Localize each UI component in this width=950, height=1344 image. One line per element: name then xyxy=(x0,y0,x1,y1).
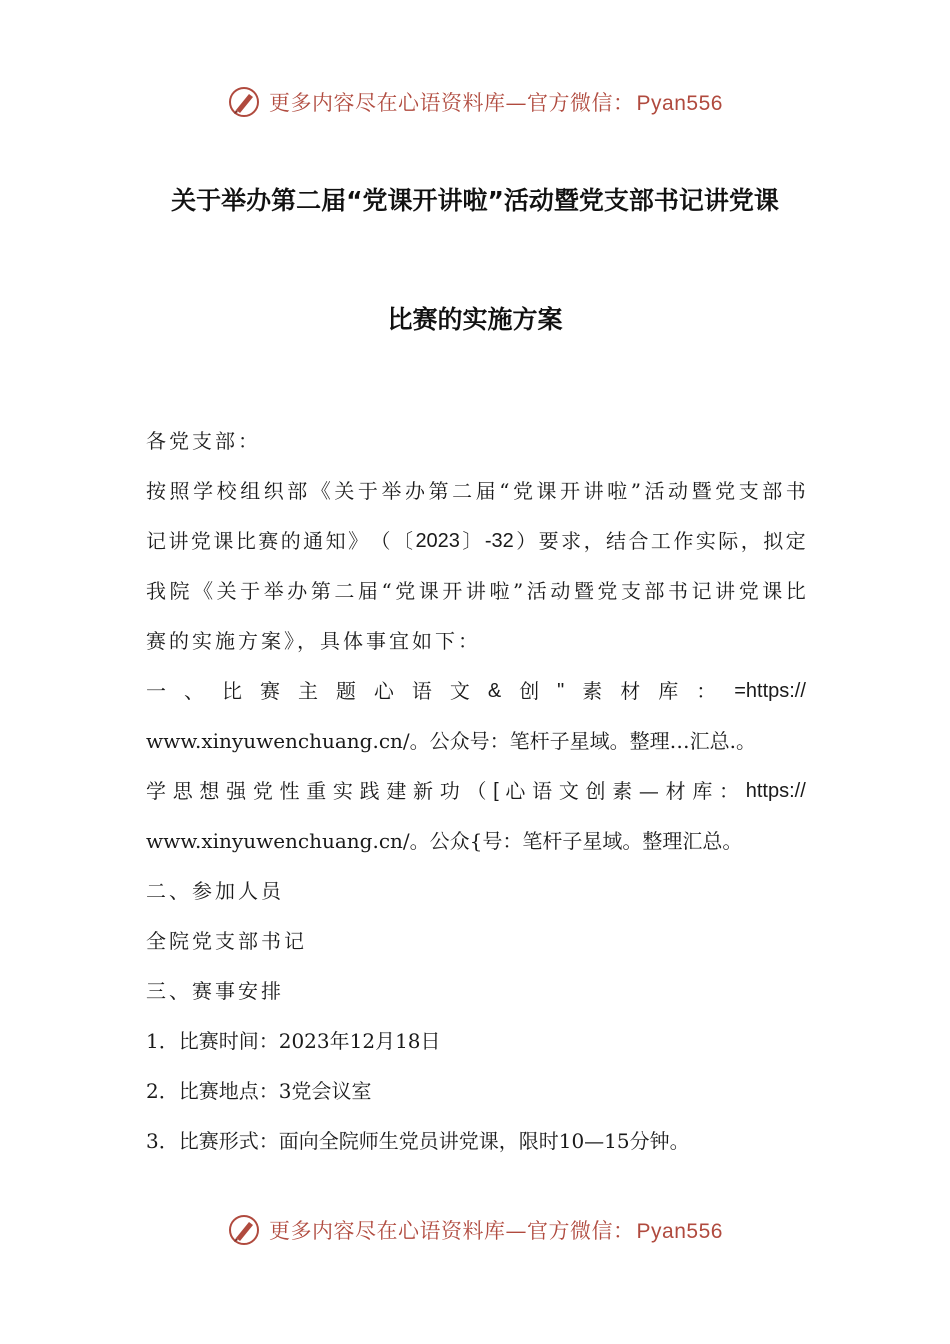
glyph: 党 xyxy=(252,779,273,803)
section2-heading: 二、参加人员 xyxy=(146,879,284,903)
glyph: 《 xyxy=(193,579,214,603)
glyph: 按 xyxy=(146,479,166,503)
section1-line-3 xyxy=(146,766,806,816)
glyph: 库 xyxy=(692,779,713,803)
section1-line-4: www.xinyuwenchuang.cn/。公众{号：笔杆子星域。整理汇总。 xyxy=(146,829,743,853)
document-title-line-1: 关于举办第二届“党课开讲啦”活动暨党支部书记讲党课 xyxy=(171,186,779,215)
glyph: 党 xyxy=(597,579,618,603)
glyph: 素 xyxy=(612,779,633,803)
glyph: 啦 xyxy=(607,479,628,503)
section3-heading: 三、赛事安排 xyxy=(146,979,284,1003)
glyph: 记 xyxy=(146,529,166,553)
glyph: 重 xyxy=(306,779,327,803)
glyph: 关 xyxy=(216,579,237,603)
glyph: 实 xyxy=(695,529,716,553)
glyph: 题 xyxy=(335,679,356,703)
glyph: 开 xyxy=(442,579,463,603)
glyph: 办 xyxy=(287,579,308,603)
glyph: [ xyxy=(493,780,499,802)
glyph: — xyxy=(638,779,659,803)
watermark-text: 更多内容尽在心语资料库—官方微信：Pyan556 xyxy=(269,91,723,115)
glyph: 实 xyxy=(332,779,353,803)
intro-line-1 xyxy=(146,466,806,516)
glyph: 想 xyxy=(199,779,220,803)
section2-content: 全院党支部书记 xyxy=(146,929,307,953)
glyph: ， xyxy=(740,529,761,553)
glyph: 照 xyxy=(169,479,190,503)
glyph: 赛 xyxy=(258,529,279,553)
glyph: 创 xyxy=(585,779,606,803)
glyph: 啦 xyxy=(489,579,510,603)
glyph: ” xyxy=(512,579,524,603)
glyph: 届 xyxy=(475,479,496,503)
glyph: 心 xyxy=(505,779,526,803)
glyph: 》 xyxy=(348,529,369,553)
watermark-handle: Pyan556 xyxy=(636,92,723,115)
glyph: 院 xyxy=(169,579,190,603)
glyph: 关 xyxy=(334,479,355,503)
glyph: 记 xyxy=(691,579,712,603)
glyph: 党 xyxy=(395,579,416,603)
intro-line-4: 赛的实施方案》，具体事宜如下： xyxy=(146,629,481,653)
glyph: 党 xyxy=(715,479,736,503)
glyph: 于 xyxy=(240,579,261,603)
glyph: " xyxy=(557,680,565,702)
glyph: 暨 xyxy=(573,579,594,603)
glyph: 材 xyxy=(620,679,641,703)
glyph: 学 xyxy=(193,479,214,503)
glyph: 支 xyxy=(738,479,759,503)
glyph: ： xyxy=(696,679,717,703)
glyph: 讲 xyxy=(465,579,486,603)
glyph: 活 xyxy=(644,479,665,503)
schedule-item-3: 3．比赛形式：面向全院师生党员讲党课，限时10—15分钟。 xyxy=(146,1129,690,1153)
glyph: 性 xyxy=(279,779,300,803)
glyph: 〕 xyxy=(462,529,483,553)
glyph: 支 xyxy=(620,579,641,603)
glyph: 举 xyxy=(263,579,284,603)
footer-watermark xyxy=(0,1210,950,1250)
section1-line-1 xyxy=(146,666,806,716)
glyph: 部 xyxy=(762,479,783,503)
glyph: 开 xyxy=(560,479,581,503)
glyph: 创 xyxy=(519,679,540,703)
glyph: 际 xyxy=(718,529,739,553)
glyph: 学 xyxy=(146,779,166,803)
pen-logo-icon xyxy=(227,1213,261,1247)
glyph: ， xyxy=(583,529,604,553)
document-body xyxy=(146,416,806,1166)
glyph: 课 xyxy=(213,529,234,553)
document-title-line-2: 比赛的实施方案 xyxy=(387,305,563,334)
glyph: 课 xyxy=(536,479,557,503)
glyph: 的 xyxy=(280,529,301,553)
glyph: https:// xyxy=(745,780,806,802)
glyph: 素 xyxy=(582,679,603,703)
glyph: 赛 xyxy=(259,679,280,703)
glyph: 举 xyxy=(381,479,402,503)
glyph: ” xyxy=(630,479,641,503)
glyph: 求 xyxy=(561,529,582,553)
header-watermark xyxy=(0,82,950,122)
glyph: 定 xyxy=(785,529,806,553)
glyph: 动 xyxy=(550,579,571,603)
glyph: 思 xyxy=(172,779,193,803)
glyph: （ xyxy=(370,529,391,553)
glyph: 织 xyxy=(263,479,284,503)
glyph: 届 xyxy=(357,579,378,603)
schedule-item-1: 1．比赛时间：2023年12月18日 xyxy=(146,1029,441,1053)
glyph: 党 xyxy=(190,529,211,553)
glyph: 课 xyxy=(762,579,783,603)
glyph: 课 xyxy=(418,579,439,603)
glyph: 文 xyxy=(558,779,579,803)
glyph: 合 xyxy=(628,529,649,553)
glyph: 心 xyxy=(373,679,394,703)
glyph: ） xyxy=(516,529,537,553)
glyph: 部 xyxy=(644,579,665,603)
glyph: 主 xyxy=(297,679,318,703)
glyph: 第 xyxy=(428,479,449,503)
pen-logo-icon xyxy=(227,85,261,119)
glyph: 于 xyxy=(357,479,378,503)
glyph: 工 xyxy=(650,529,671,553)
watermark-handle: Pyan556 xyxy=(636,1220,723,1243)
glyph: 语 xyxy=(411,679,432,703)
glyph: & xyxy=(487,680,502,702)
glyph: 组 xyxy=(240,479,261,503)
glyph: 材 xyxy=(665,779,686,803)
glyph: 党 xyxy=(512,479,533,503)
glyph: （ xyxy=(466,779,487,803)
glyph: 暨 xyxy=(691,479,712,503)
glyph: 党 xyxy=(738,579,759,603)
glyph: 第 xyxy=(310,579,331,603)
glyph: 讲 xyxy=(715,579,736,603)
glyph: 讲 xyxy=(168,529,189,553)
glyph: 新 xyxy=(413,779,434,803)
glyph: ： xyxy=(719,779,740,803)
glyph: 书 xyxy=(785,479,806,503)
glyph: =https:// xyxy=(734,680,806,702)
glyph: 比 xyxy=(235,529,256,553)
glyph: 通 xyxy=(303,529,324,553)
glyph: “ xyxy=(381,579,392,603)
intro-line-2 xyxy=(146,516,806,566)
glyph: 活 xyxy=(526,579,547,603)
glyph: 、 xyxy=(183,679,204,703)
glyph: 比 xyxy=(785,579,806,603)
glyph: 功 xyxy=(439,779,460,803)
glyph: 拟 xyxy=(763,529,784,553)
intro-line-3 xyxy=(146,566,806,616)
glyph: 知 xyxy=(325,529,346,553)
glyph: 二 xyxy=(452,479,473,503)
glyph: 语 xyxy=(532,779,553,803)
glyph: 结 xyxy=(606,529,627,553)
glyph: 文 xyxy=(449,679,470,703)
glyph: 作 xyxy=(673,529,694,553)
glyph: 践 xyxy=(359,779,380,803)
glyph: 〔 xyxy=(392,529,413,553)
glyph: 一 xyxy=(146,679,166,703)
glyph: 我 xyxy=(146,579,166,603)
glyph: 部 xyxy=(287,479,308,503)
glyph: 办 xyxy=(405,479,426,503)
glyph: 比 xyxy=(221,679,242,703)
glyph: 讲 xyxy=(583,479,604,503)
glyph: 校 xyxy=(216,479,237,503)
watermark-text: 更多内容尽在心语资料库—官方微信：Pyan556 xyxy=(269,1219,723,1243)
glyph: 建 xyxy=(386,779,407,803)
glyph: 《 xyxy=(310,479,331,503)
schedule-item-2: 2．比赛地点：3党会议室 xyxy=(146,1079,372,1103)
glyph: 要 xyxy=(538,529,559,553)
section1-line-2: www.xinyuwenchuang.cn/。公众号：笔杆子星域。整理…汇总.。 xyxy=(146,729,757,753)
salutation: 各党支部： xyxy=(146,429,261,453)
glyph: 强 xyxy=(226,779,247,803)
glyph: 书 xyxy=(668,579,689,603)
glyph: -32 xyxy=(484,530,514,552)
glyph: 动 xyxy=(668,479,689,503)
glyph: 2023 xyxy=(415,530,460,552)
glyph: 库 xyxy=(658,679,679,703)
glyph: 二 xyxy=(334,579,355,603)
glyph: “ xyxy=(499,479,510,503)
